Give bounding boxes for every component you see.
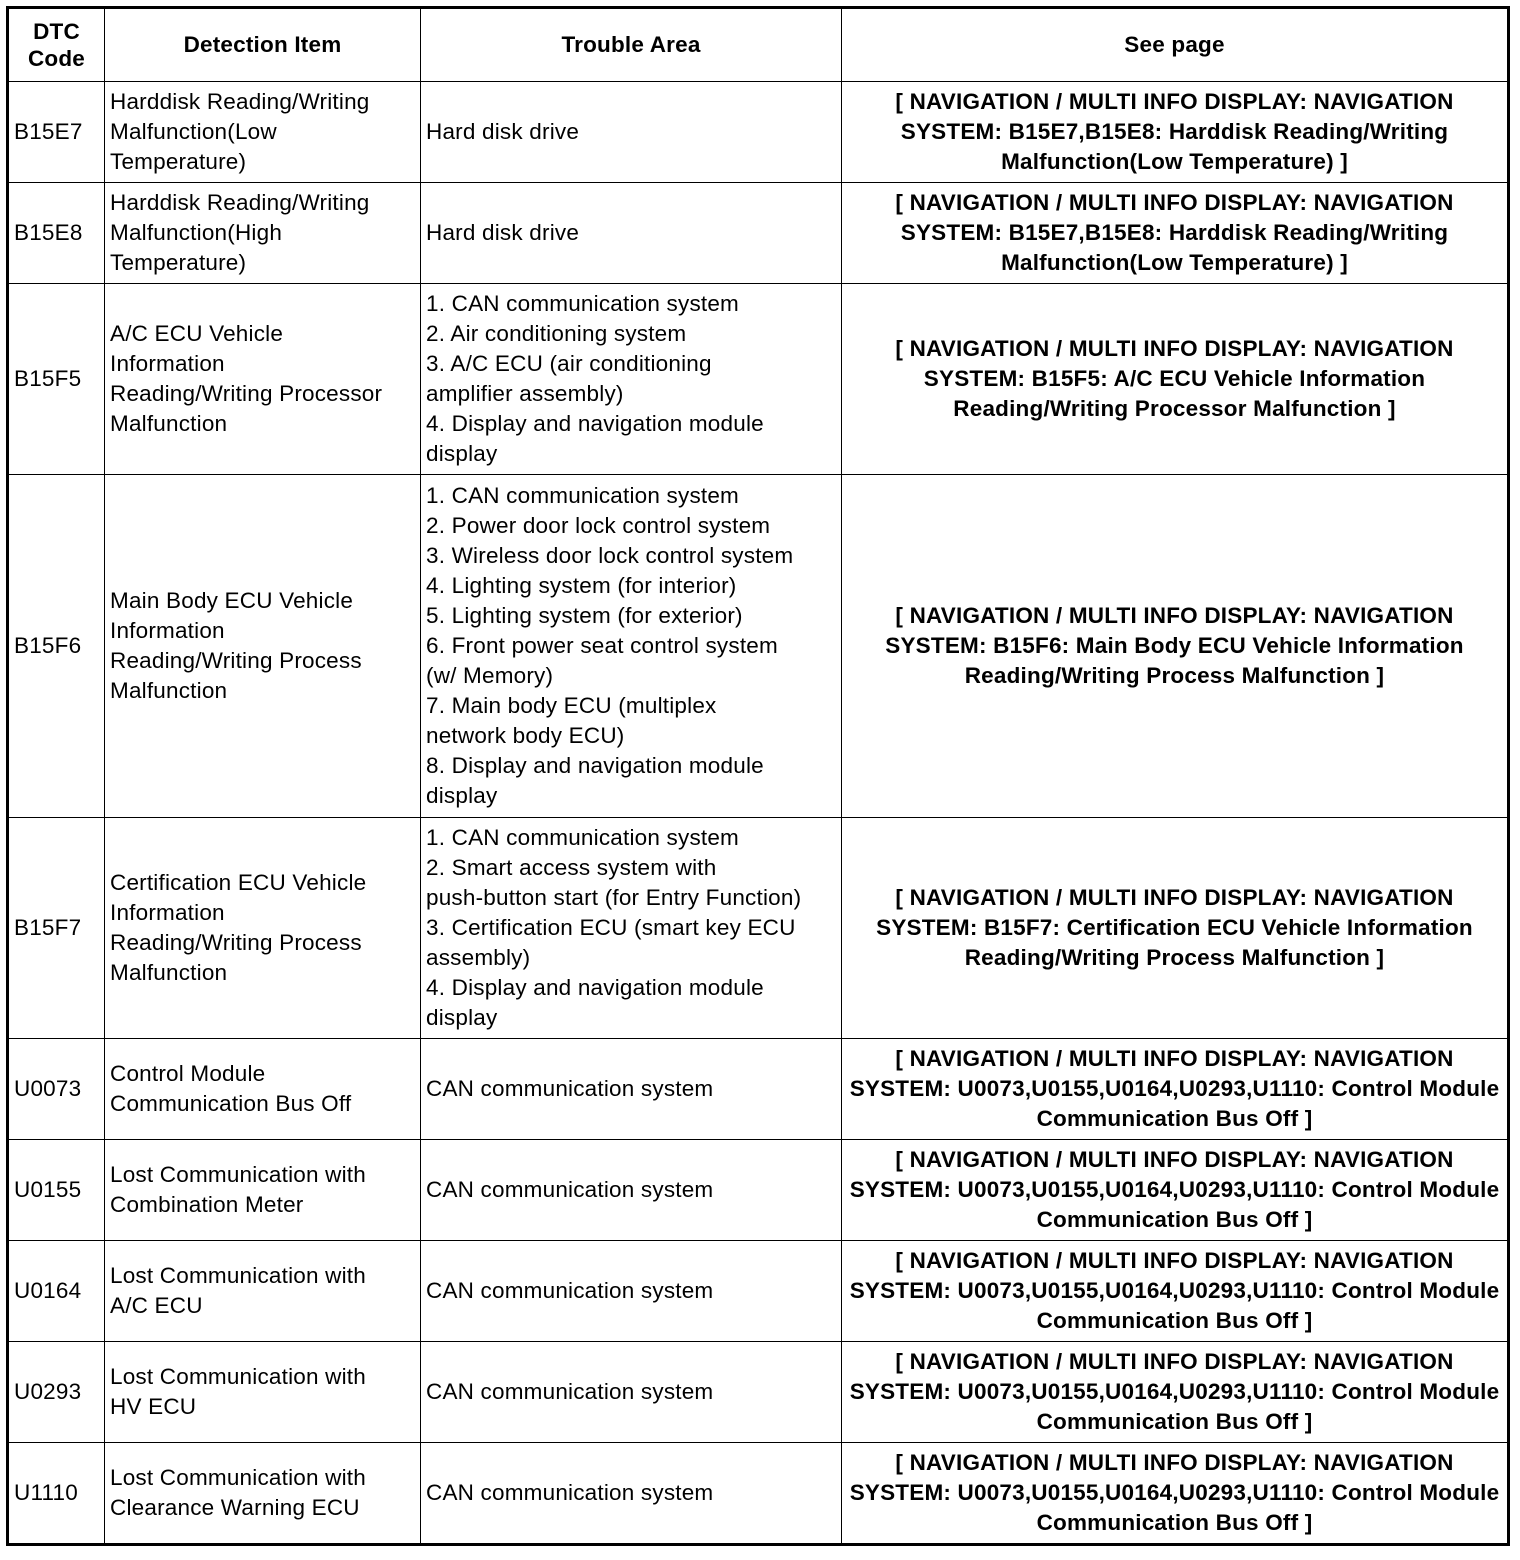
dtc-table <box>6 6 1510 1546</box>
trouble-area-cell: 1. CAN communication system 2. Power door lock control system 3. Wireless door lock control system 4. Lighting system (for interior) 5. Lighting system (for exterior) 6. Front power seat control system (w/ Memory) 7. Main body ECU (multiplex network body ECU) 8. Display and navigation module display <box>421 475 842 818</box>
see-page-link[interactable]: [ NAVIGATION / MULTI INFO DISPLAY: NAVIGATION SYSTEM: B15E7,B15E8: Harddisk Reading/Writing Malfunction(Low Temperature) ] <box>842 82 1509 183</box>
see-page-link[interactable]: [ NAVIGATION / MULTI INFO DISPLAY: NAVIGATION SYSTEM: U0073,U0155,U0164,U0293,U1110: Control Module Communication Bus Off ] <box>842 1443 1509 1545</box>
detection-item-cell: Lost Communication with Clearance Warning ECU <box>105 1443 421 1545</box>
table-row <box>8 475 1509 818</box>
dtc-code-cell: U0155 <box>8 1140 105 1241</box>
header-dtc-code: DTC Code <box>8 8 105 82</box>
see-page-link[interactable]: [ NAVIGATION / MULTI INFO DISPLAY: NAVIGATION SYSTEM: U0073,U0155,U0164,U0293,U1110: Control Module Communication Bus Off ] <box>842 1039 1509 1140</box>
trouble-area-cell: Hard disk drive <box>421 183 842 284</box>
detection-item-cell: A/C ECU Vehicle Information Reading/Writing Processor Malfunction <box>105 284 421 475</box>
dtc-code-cell: B15E7 <box>8 82 105 183</box>
detection-item-cell: Lost Communication with Combination Meter <box>105 1140 421 1241</box>
see-page-link[interactable]: [ NAVIGATION / MULTI INFO DISPLAY: NAVIGATION SYSTEM: B15F7: Certification ECU Vehicle Information Reading/Writing Process Malfunction ] <box>842 818 1509 1039</box>
dtc-code-cell: U0073 <box>8 1039 105 1140</box>
dtc-code-cell: U0293 <box>8 1342 105 1443</box>
trouble-area-cell: Hard disk drive <box>421 82 842 183</box>
see-page-link[interactable]: [ NAVIGATION / MULTI INFO DISPLAY: NAVIGATION SYSTEM: U0073,U0155,U0164,U0293,U1110: Control Module Communication Bus Off ] <box>842 1342 1509 1443</box>
detection-item-cell: Lost Communication with A/C ECU <box>105 1241 421 1342</box>
trouble-area-cell: CAN communication system <box>421 1342 842 1443</box>
trouble-area-cell: 1. CAN communication system 2. Air conditioning system 3. A/C ECU (air conditioning amplifier assembly) 4. Display and navigation module display <box>421 284 842 475</box>
table-body <box>8 82 1509 1545</box>
table-row <box>8 1039 1509 1140</box>
header-detection-item: Detection Item <box>105 8 421 82</box>
table-row <box>8 183 1509 284</box>
header-see-page: See page <box>842 8 1509 82</box>
trouble-area-cell: CAN communication system <box>421 1241 842 1342</box>
table-row <box>8 284 1509 475</box>
detection-item-cell: Harddisk Reading/Writing Malfunction(High Temperature) <box>105 183 421 284</box>
dtc-code-cell: B15F7 <box>8 818 105 1039</box>
trouble-area-cell: CAN communication system <box>421 1443 842 1545</box>
table-row <box>8 1342 1509 1443</box>
dtc-code-cell: B15F6 <box>8 475 105 818</box>
detection-item-cell: Certification ECU Vehicle Information Reading/Writing Process Malfunction <box>105 818 421 1039</box>
see-page-link[interactable]: [ NAVIGATION / MULTI INFO DISPLAY: NAVIGATION SYSTEM: B15E7,B15E8: Harddisk Reading/Writing Malfunction(Low Temperature) ] <box>842 183 1509 284</box>
table-row <box>8 818 1509 1039</box>
see-page-link[interactable]: [ NAVIGATION / MULTI INFO DISPLAY: NAVIGATION SYSTEM: U0073,U0155,U0164,U0293,U1110: Control Module Communication Bus Off ] <box>842 1140 1509 1241</box>
dtc-code-cell: B15E8 <box>8 183 105 284</box>
trouble-area-cell: CAN communication system <box>421 1140 842 1241</box>
table-row <box>8 82 1509 183</box>
dtc-code-cell: U0164 <box>8 1241 105 1342</box>
header-trouble-area: Trouble Area <box>421 8 842 82</box>
trouble-area-cell: 1. CAN communication system 2. Smart access system with push-button start (for Entry Function) 3. Certification ECU (smart key ECU assembly) 4. Display and navigation module display <box>421 818 842 1039</box>
dtc-code-cell: B15F5 <box>8 284 105 475</box>
detection-item-cell: Main Body ECU Vehicle Information Reading/Writing Process Malfunction <box>105 475 421 818</box>
detection-item-cell: Lost Communication with HV ECU <box>105 1342 421 1443</box>
detection-item-cell: Harddisk Reading/Writing Malfunction(Low Temperature) <box>105 82 421 183</box>
table-header <box>8 8 1509 82</box>
table-row <box>8 1140 1509 1241</box>
detection-item-cell: Control Module Communication Bus Off <box>105 1039 421 1140</box>
table-row <box>8 1443 1509 1545</box>
table-row <box>8 1241 1509 1342</box>
see-page-link[interactable]: [ NAVIGATION / MULTI INFO DISPLAY: NAVIGATION SYSTEM: B15F6: Main Body ECU Vehicle Information Reading/Writing Process Malfunction ] <box>842 475 1509 818</box>
header-row <box>8 8 1509 82</box>
dtc-code-cell: U1110 <box>8 1443 105 1545</box>
see-page-link[interactable]: [ NAVIGATION / MULTI INFO DISPLAY: NAVIGATION SYSTEM: U0073,U0155,U0164,U0293,U1110: Control Module Communication Bus Off ] <box>842 1241 1509 1342</box>
trouble-area-cell: CAN communication system <box>421 1039 842 1140</box>
see-page-link[interactable]: [ NAVIGATION / MULTI INFO DISPLAY: NAVIGATION SYSTEM: B15F5: A/C ECU Vehicle Information Reading/Writing Processor Malfunction ] <box>842 284 1509 475</box>
